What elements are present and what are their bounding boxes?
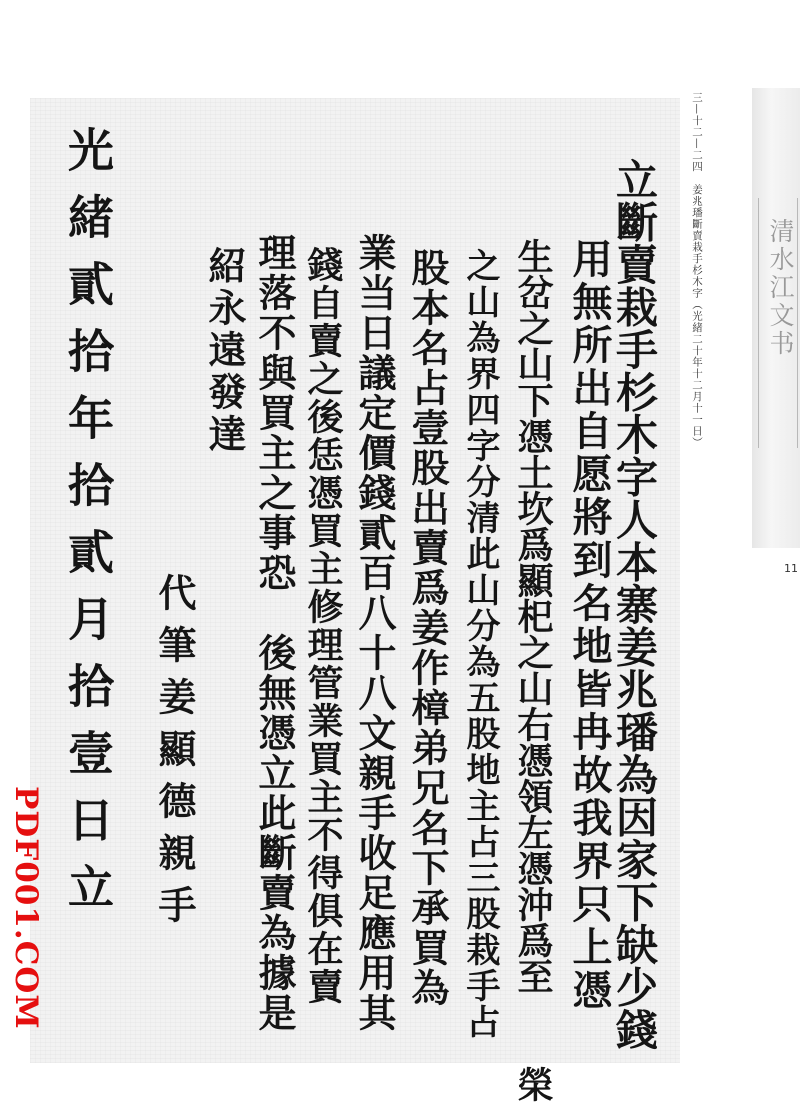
manuscript-column-3: 生岔之山下憑土坎爲顯𣏌之山右憑領左憑沖爲至 榮 <box>512 238 554 1102</box>
manuscript-scan <box>30 98 680 1102</box>
manuscript-column-7: 錢自賣之後恁憑買主修理管業買主不得俱在賣 <box>302 246 344 1006</box>
manuscript-column-6: 業当日議定價錢貳百八十八文親手收足應用其 <box>352 233 397 1033</box>
manuscript-column-8: 理落不與買主之事恐 後無憑立此斷賣為據是 <box>252 233 297 1033</box>
scribe-signature: 代筆姜顯德親手 <box>152 573 197 937</box>
manuscript-column-4: 之山為界四字分清此山分為五股地主占三股栽手占 <box>460 248 500 1040</box>
watermark-text: PDF001.COM <box>8 786 44 1030</box>
manuscript-column-5: 股本名占壹股出賣爲姜作樟弟兄名下承買為 <box>405 248 450 1008</box>
book-series-tab <box>752 88 800 548</box>
manuscript-column-1: 立斷賣栽手杉木字人本寨姜兆璠為因家下缺少錢 <box>610 158 659 1051</box>
manuscript-column-2: 用無所出自愿將到名地皆冉故我界只上憑 <box>566 238 613 1012</box>
date-line: 光緒貳拾年拾貳月拾壹日立 <box>61 126 115 930</box>
series-title: 清水江文书 <box>766 218 795 358</box>
page-number: 11 <box>784 562 798 575</box>
document-caption: 三—十二—二四 姜兆璠斷賣栽手杉木字（光緒二十年十二月十一日） <box>691 92 703 449</box>
manuscript-column-9: 紹永遠發達 <box>202 246 247 456</box>
